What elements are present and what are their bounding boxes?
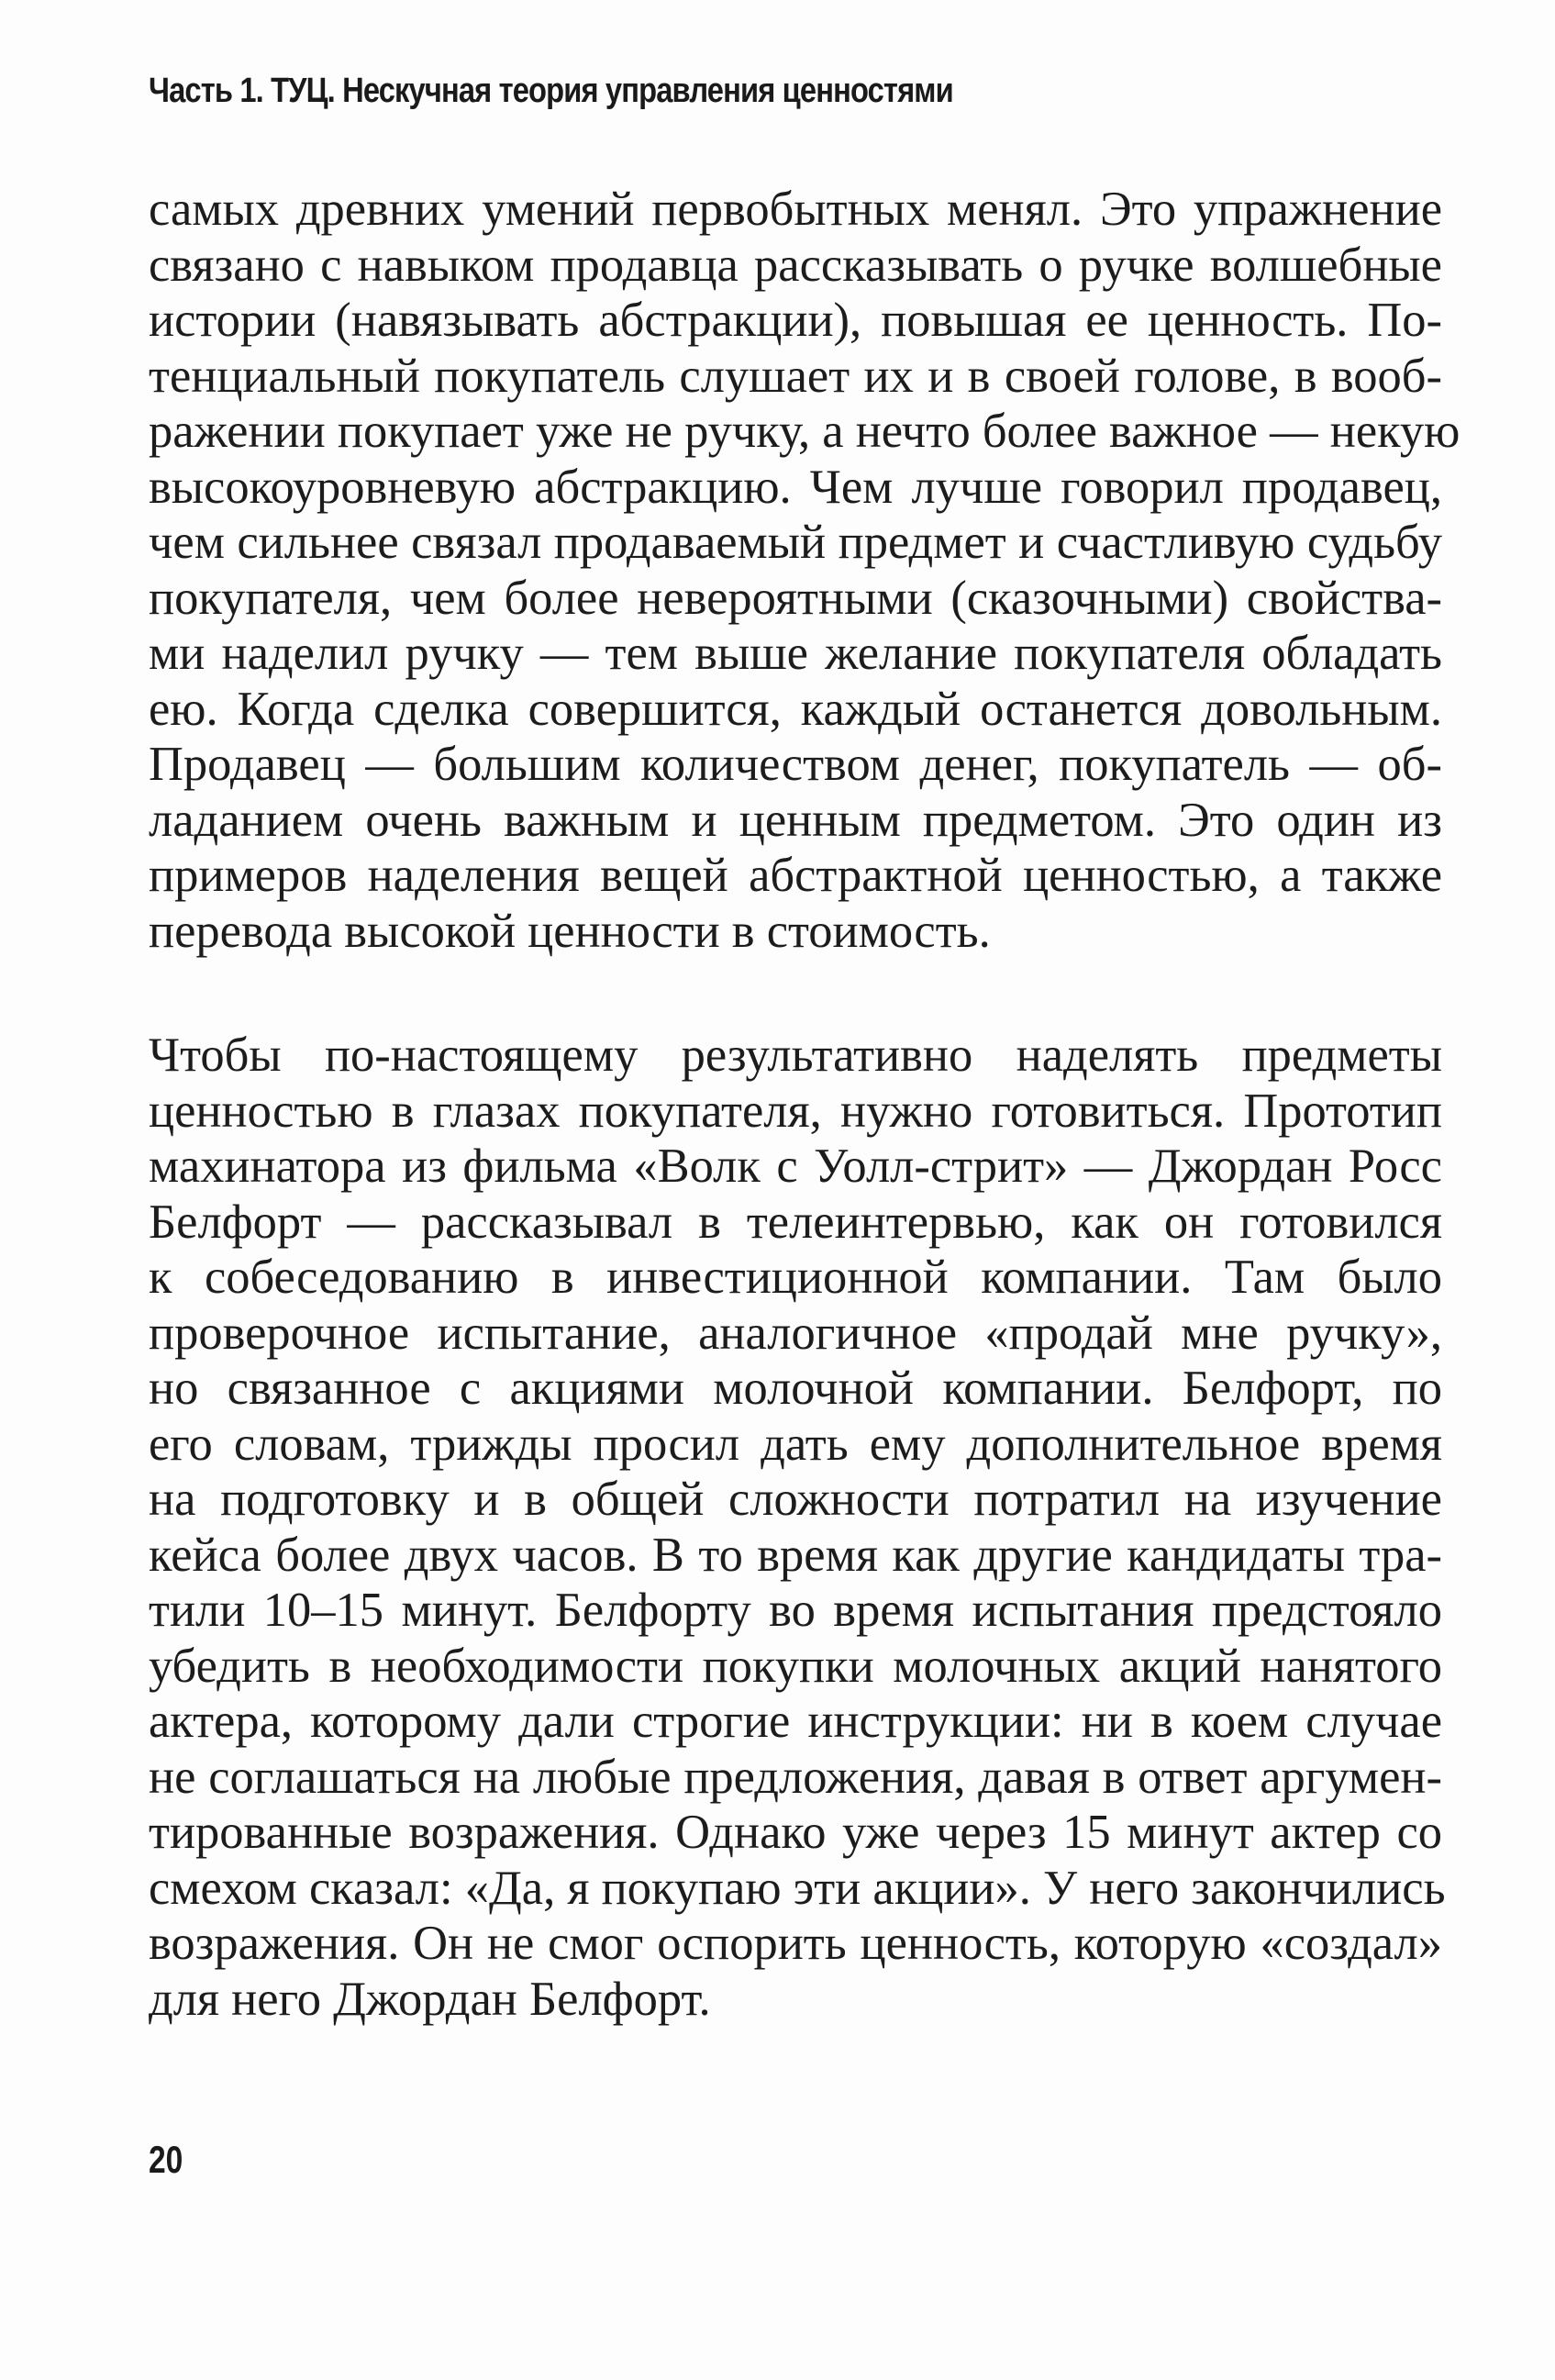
text-line: ми наделил ручку — тем выше желание покупателя обладать xyxy=(149,627,1442,680)
text-line: к собеседованию в инвестиционной компании. Там было xyxy=(149,1251,1442,1304)
text-line: ею. Когда сделка совершится, каждый останется довольным. xyxy=(149,682,1442,736)
paragraph-1 xyxy=(149,182,1461,959)
running-header: Часть 1. ТУЦ. Нескучная теория управления ценностями xyxy=(149,72,953,110)
text-line: Белфорт — рассказывал в телеинтервью, как он готовился xyxy=(149,1195,1442,1249)
text-line: истории (навязывать абстракции), повышая ее ценность. По- xyxy=(149,294,1442,347)
text-line: ражении покупает уже не ручку, а нечто более важное — некую xyxy=(149,405,1461,458)
text-line: тили 10–15 минут. Белфорту во время испытания предстояло xyxy=(149,1584,1442,1637)
text-line: на подготовку и в общей сложности потратил на изучение xyxy=(149,1473,1442,1526)
text-line: смехом сказал: «Да, я покупаю эти акции». У него закончились xyxy=(149,1861,1446,1915)
text-line: Чтобы по-настоящему результативно наделять предметы xyxy=(149,1029,1442,1082)
text-line: самых древних умений первобытных менял. Это упражнение xyxy=(149,183,1442,236)
text-line: чем сильнее связал продаваемый предмет и счастливую судьбу xyxy=(149,516,1442,569)
text-line: но связанное с акциями молочной компании. Белфорт, по xyxy=(149,1362,1442,1415)
paragraph-2 xyxy=(149,1028,1446,2027)
text-line: Продавец — большим количеством денег, покупатель — об- xyxy=(149,738,1442,791)
text-line: покупателя, чем более невероятными (сказочными) свойства- xyxy=(149,571,1442,625)
text-line: возражения. Он не смог оспорить ценность, которую «создал» xyxy=(149,1917,1442,1970)
text-line: перевода высокой ценности в стоимость. xyxy=(149,904,991,958)
text-line: связано с навыком продавца рассказывать о ручке волшебные xyxy=(149,238,1442,292)
text-line: ладанием очень важным и ценным предметом. Это один из xyxy=(149,793,1442,847)
text-line: тенциальный покупатель слушает их и в своей голове, в вооб- xyxy=(149,349,1442,403)
text-line: для него Джордан Белфорт. xyxy=(149,1972,711,2026)
text-line: его словам, трижды просил дать ему дополнительное время xyxy=(149,1417,1442,1471)
text-line: кейса более двух часов. В то время как другие кандидаты тра- xyxy=(149,1528,1442,1582)
text-line: не соглашаться на любые предложения, давая в ответ аргумен- xyxy=(149,1750,1442,1804)
text-line: ценностью в глазах покупателя, нужно готовиться. Прототип xyxy=(149,1084,1442,1138)
page-number: 20 xyxy=(149,2138,183,2181)
text-line: актера, которому дали строгие инструкции: ни в коем случае xyxy=(149,1695,1442,1748)
text-line: тированные возражения. Однако уже через 15 минут актер со xyxy=(149,1806,1442,1859)
text-line: убедить в необходимости покупки молочных акций нанятого xyxy=(149,1639,1442,1693)
text-line: высокоуровневую абстракцию. Чем лучше говорил продавец, xyxy=(149,460,1442,514)
text-line: махинатора из фильма «Волк с Уолл-стрит» — Джордан Росс xyxy=(149,1140,1442,1193)
text-line: проверочное испытание, аналогичное «продай мне ручку», xyxy=(149,1306,1442,1360)
text-line: примеров наделения вещей абстрактной ценностью, а также xyxy=(149,849,1442,902)
